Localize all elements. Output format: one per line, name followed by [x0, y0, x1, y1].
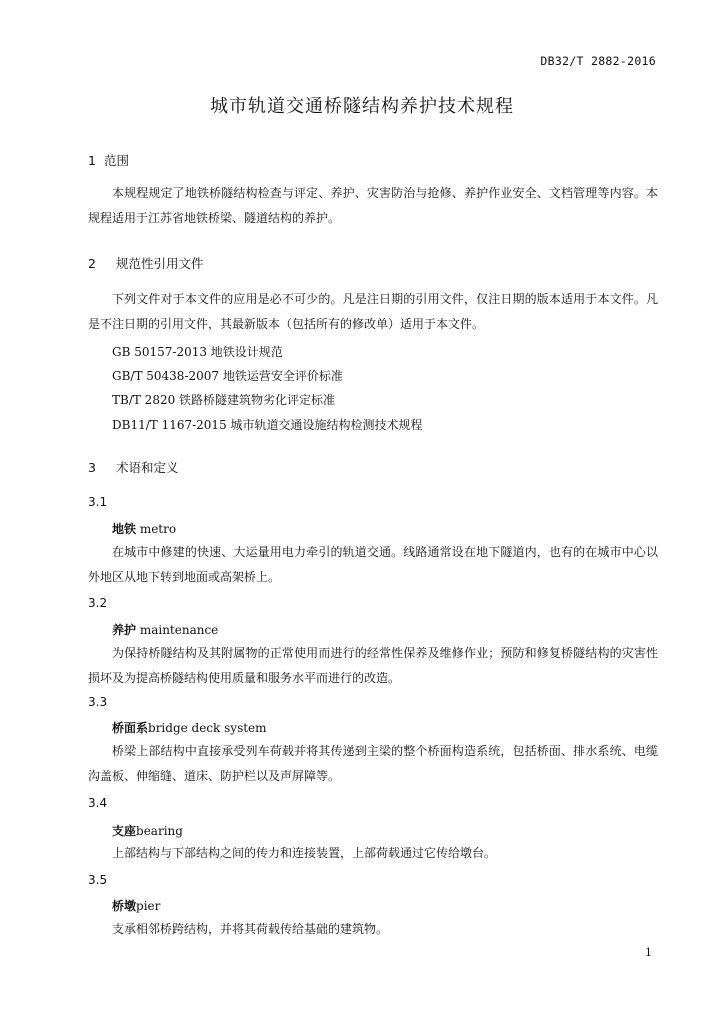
- section-number: 1: [88, 153, 96, 168]
- term-name-en: metro: [136, 522, 177, 536]
- section-1-paragraph: 本规程规定了地铁桥隧结构检查与评定、养护、灾害防治与抢修、养护作业安全、文档管理等内容。本规程适用于江苏省地铁桥梁、隧道结构的养护。: [88, 186, 658, 225]
- term-name-en: bearing: [136, 824, 183, 838]
- section-3-heading: [88, 458, 179, 476]
- term-name: [112, 621, 218, 638]
- term-name-en: pier: [136, 899, 161, 913]
- section-title: 范围: [104, 153, 130, 168]
- page-number: 1: [645, 946, 652, 959]
- term-definition: 在城市中修建的快速、大运量用电力牵引的轨道交通。线路通常设在地下隧道内，也有的在城市中心以外地区从地下转到地面或高架桥上。: [88, 545, 658, 584]
- term-id: 3.4: [88, 796, 108, 810]
- term-id: 3.2: [88, 596, 108, 610]
- term-id: 3.3: [88, 695, 108, 709]
- section-2-paragraph: 下列文件对于本文件的应用是必不可少的。凡是注日期的引用文件，仅注日期的版本适用于本文件。凡是不注日期的引用文件，其最新版本（包括所有的修改单）适用于本文件。: [88, 292, 658, 331]
- section-number: 3: [88, 460, 96, 475]
- term-name: [112, 822, 183, 839]
- term-id: 3.5: [88, 873, 108, 887]
- term-name-cn: 桥面系: [112, 721, 149, 735]
- term-name: [112, 897, 160, 914]
- standard-number: DB32/T 2882-2016: [540, 54, 656, 68]
- term-name-en: bridge deck system: [148, 721, 267, 735]
- reference-item: GB/T 50438-2007 地铁运营安全评价标准: [112, 369, 343, 383]
- section-title: 规范性引用文件: [116, 256, 204, 271]
- term-definition: 上部结构与下部结构之间的传力和连接装置，上部荷载通过它传给墩台。: [112, 846, 497, 860]
- section-title: 术语和定义: [116, 460, 179, 475]
- term-name-cn: 养护: [112, 623, 137, 637]
- term-definition: 为保持桥隧结构及其附属物的正常使用而进行的经常性保养及维修作业；预防和修复桥隧结构的灾害性损坏及为提高桥隧结构使用质量和服务水平而进行的改造。: [88, 646, 658, 685]
- term-definition: 支承相邻桥跨结构，并将其荷载传给基础的建筑物。: [112, 922, 389, 936]
- document-title: 城市轨道交通桥隧结构养护技术规程: [210, 96, 514, 117]
- term-definition: 桥梁上部结构中直接承受列车荷载并将其传递到主梁的整个桥面构造系统，包括桥面、排水系统、电缆沟盖板、伸缩缝、道床、防护栏以及声屏障等。: [88, 744, 658, 783]
- term-name: [112, 719, 267, 736]
- term-id: 3.1: [88, 495, 108, 509]
- section-number: 2: [88, 256, 96, 271]
- term-name-cn: 地铁: [112, 522, 137, 536]
- term-name: [112, 520, 176, 537]
- section-1-heading: [88, 151, 129, 169]
- term-name-cn: 桥墩: [112, 899, 137, 913]
- reference-item: DB11/T 1167-2015 城市轨道交通设施结构检测技术规程: [112, 418, 423, 432]
- section-2-heading: [88, 254, 204, 272]
- reference-item: TB/T 2820 铁路桥隧建筑物劣化评定标准: [112, 393, 336, 407]
- reference-item: GB 50157-2013 地铁设计规范: [112, 345, 283, 359]
- term-name-cn: 支座: [112, 824, 137, 838]
- term-name-en: maintenance: [136, 623, 219, 637]
